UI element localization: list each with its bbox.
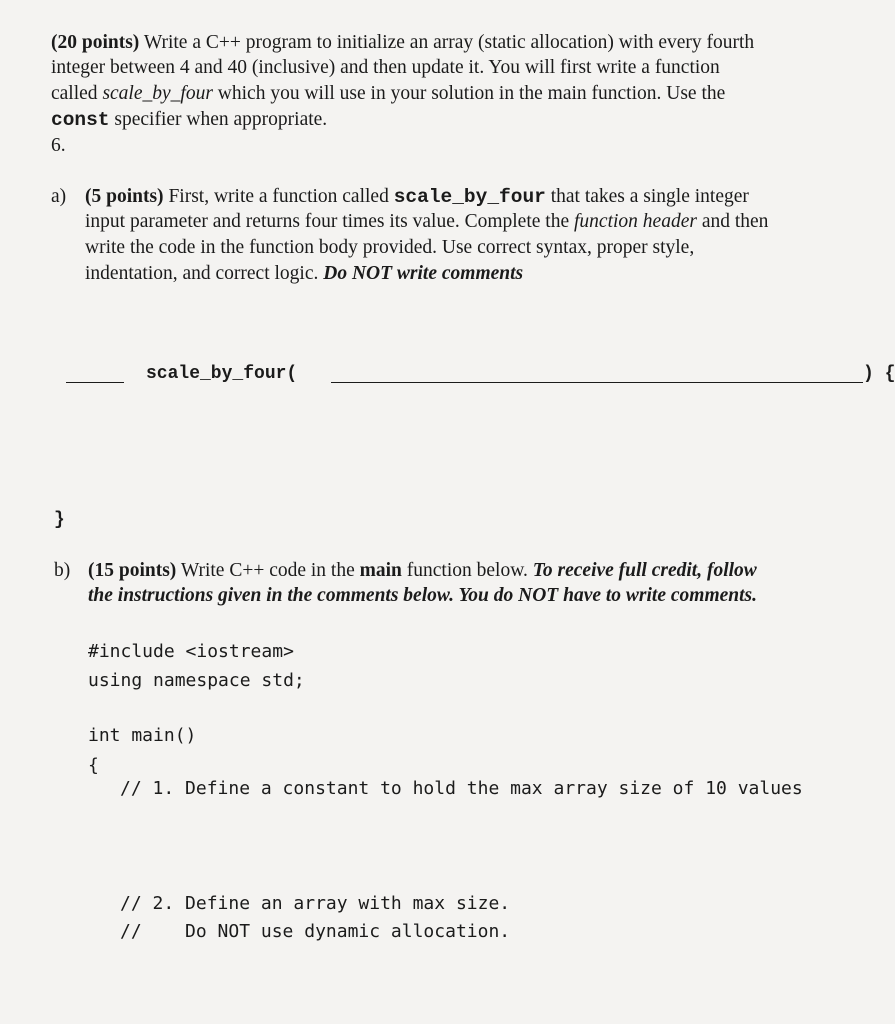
intro-line3-a: called <box>51 83 103 104</box>
part-b-text-2: function below. <box>401 560 533 581</box>
intro-function-name: scale_by_four <box>102 83 213 104</box>
intro-line4-b: specifier when appropriate. <box>109 109 328 130</box>
code-open-brace: { <box>88 755 99 776</box>
part-a-function-name: scale_by_four <box>393 186 546 208</box>
part-a-label: a) <box>51 186 67 207</box>
intro-points: (20 points) <box>51 32 140 53</box>
intro-text-1: Write a C++ program to initialize an array (static allocation) with every fourth <box>139 32 755 53</box>
code-using: using namespace std; <box>88 670 305 691</box>
code-comment-2b: // Do NOT use dynamic allocation. <box>120 921 511 942</box>
intro-line3-b: which you will use in your solution in the main function. Use the <box>212 83 726 104</box>
part-b-main-word: main <box>359 560 402 581</box>
intro-line-2: integer between 4 and 40 (inclusive) and then update it. You will first write a function <box>51 57 720 78</box>
part-a-text-2: that takes a single integer <box>545 186 749 207</box>
const-keyword: const <box>51 109 110 131</box>
question-number: 6. <box>51 135 66 156</box>
part-a-line2-a: input parameter and returns four times its value. Complete the <box>85 211 574 232</box>
part-b-points: (15 points) <box>88 560 177 581</box>
code-include: #include <iostream> <box>88 641 294 662</box>
code-main-signature: int main() <box>88 725 197 746</box>
part-b-emphasis-1: To receive full credit, follow <box>532 560 757 581</box>
part-a-points: (5 points) <box>85 186 164 207</box>
part-a-line4-a: indentation, and correct logic. <box>85 263 324 284</box>
part-a-line2-b: and then <box>696 211 769 232</box>
part-b-label: b) <box>54 560 71 581</box>
part-a-function-header: function header <box>574 211 697 232</box>
part-b-text-1: Write C++ code in the <box>176 560 360 581</box>
part-a-line-3: write the code in the function body provided. Use correct syntax, proper style, <box>85 237 695 258</box>
part-b-emphasis-2: the instructions given in the comments below. You do NOT have to write comments. <box>88 585 757 606</box>
code-comment-1: // 1. Define a constant to hold the max array size of 10 values <box>120 778 803 799</box>
signature-function-name: scale_by_four( <box>146 364 298 384</box>
function-closing-brace: } <box>54 510 65 530</box>
code-comment-2a: // 2. Define an array with max size. <box>120 893 511 914</box>
signature-close: ) { <box>863 364 895 384</box>
part-a-no-comments: Do NOT write comments <box>323 263 524 284</box>
part-a-text-1: First, write a function called <box>163 186 394 207</box>
